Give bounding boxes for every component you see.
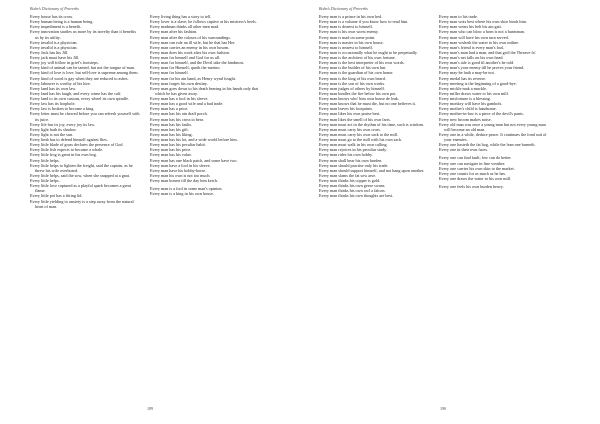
- proverb-entry: Every one in a while, deduce peace. It continues the fond suit of your enemies.: [439, 131, 547, 142]
- proverb-entry: Every man has a fool in his sleeve.: [150, 96, 209, 101]
- proverb-entry: Every man goes down to his death bearing in his hands only that which he has given away.: [150, 85, 259, 96]
- proverb-entry: Every new broom makes noise.: [439, 116, 492, 122]
- proverb-entry: Every man must carry his own sack to the mill.: [319, 131, 399, 137]
- proverb-entry: Every man for himself, and the Devil take the hindmost.: [150, 60, 245, 66]
- running-head: Bohn's Dictionary of Proverbs: [319, 6, 368, 11]
- proverb-entry: Every man wisheth the water to his own miline.: [439, 39, 520, 45]
- proverb-entry: Every miller draws water to his own mill.: [439, 90, 509, 96]
- proverb-entry: Every man have his hobby-horse.: [150, 167, 207, 173]
- proverb-entry: Every man his own is not too much.: [150, 172, 211, 178]
- proverb-entry: Every land has his laugh, and every crime has the calf.: [30, 90, 122, 96]
- proverb-entry: Every impediment is a benefit.: [30, 24, 82, 30]
- proverb-entry: Every one carries his own skin to the market.: [439, 165, 515, 171]
- proverb-entry: Every jack must have his Jill.: [30, 55, 80, 60]
- proverb-entry: Every land to its own custom, every wheel its own spindle.: [30, 96, 129, 101]
- proverb-column: [439, 14, 549, 189]
- proverb-entry: Every little helps.: [30, 178, 60, 183]
- proverb-entry: Every man kindles the fire below his own pot.: [319, 90, 397, 96]
- proverb-entry: Every little pot has a fitting lid.: [30, 193, 83, 199]
- proverb-entry: Every man is the king of his own beard.: [319, 75, 386, 81]
- proverb-entry: Every man wots best where his own shoe binds him.: [439, 19, 527, 25]
- proverb-entry: Every man is dearest to himself.: [319, 24, 373, 30]
- proverb-entry: Every man is the guardian of his own honor.: [319, 70, 394, 76]
- proverb-entry: Every land has its own law.: [30, 85, 77, 91]
- proverb-entry: Every man is the best interpreter of his own words.: [319, 60, 405, 66]
- proverb-entry: Every man thinks his own owl a falcon.: [319, 188, 386, 194]
- proverb-entry: Every mickle mak a muckle.: [439, 85, 488, 91]
- proverb-entry: Every man thinks his copper is gold.: [319, 178, 381, 183]
- proverb-entry: Every man thinks his own geese swans.: [319, 183, 386, 189]
- running-head: Bohn's Dictionary of Proverbs: [30, 6, 79, 11]
- proverb-entry: Every little helps.: [30, 157, 60, 163]
- proverb-entry: Every man carries an enemy in his own bosom.: [150, 44, 230, 50]
- proverb-entry: Every life has its joy, every joy its law.: [30, 121, 96, 127]
- proverb-entry: Every man shall bear his own burden.: [319, 157, 383, 163]
- proverb-entry: Every medal has its reverse.: [439, 75, 487, 81]
- proverb-entry: Every man does his work after his own fashion.: [150, 49, 230, 55]
- proverb-entry: Every man wears his belt his ain gait.: [439, 24, 502, 30]
- proverb-entry: Every man has his lot, and a wide world before him.: [150, 137, 238, 142]
- proverb-entry: Every monkey will have his gambols.: [439, 101, 503, 107]
- proverb-entry: Every light is not the sun.: [30, 131, 74, 137]
- proverb-entry: Every little helps, said the sow, when she snapped at a gnat.: [30, 172, 130, 178]
- proverb-entry: Every man rejoices in his peculiar study.: [319, 147, 387, 153]
- proverb-entry: Every kind of animal can be tamed, but not the tongue of man.: [30, 65, 135, 71]
- proverb-entry: Every man likes his own praise best.: [319, 111, 381, 117]
- proverb-entry: Every lover is a slave; he follows captive at his mistress's heels.: [150, 19, 257, 25]
- proverb-entry: Every man has his cross to bear.: [150, 116, 204, 122]
- proverb-entry: Every madman thinks all other men mad.: [150, 24, 220, 30]
- proverb-entry: Every man has his faults.: [150, 121, 193, 127]
- proverb-entry: Every man's friend is every man's fool.: [439, 44, 505, 50]
- proverb-entry: Every letter must be chewed before you can refresh yourself with its juice.: [30, 111, 140, 122]
- proverb-entry: Every labourer is worthy of his hire.: [30, 80, 91, 86]
- right-page: [300, 0, 600, 424]
- proverb-entry: Every man to his trade.: [439, 14, 478, 19]
- proverb-entry: Every light hath its shadow.: [30, 126, 77, 132]
- proverb-entry: Every invalid is a physician.: [30, 39, 78, 45]
- proverb-entry: Every man for Himself, quoth the merino.: [150, 65, 221, 71]
- proverb-entry: Every human being is a human being.: [30, 19, 94, 25]
- proverb-entry: Every man's your enemy till he proves your friend.: [439, 65, 525, 71]
- proverb-entry: Every little helps to lighten the freight, said the captain, as he threw his wife overboard.: [30, 162, 133, 173]
- proverb-entry: Every man's net falls on his own head.: [439, 55, 504, 60]
- proverb-column: [150, 14, 260, 196]
- proverb-entry: Every man is a king in his own house.: [150, 191, 214, 197]
- proverb-entry: Every man thinks his own thoughts are best.: [319, 193, 394, 199]
- proverb-entry: Every man is the architect of his own fortune.: [319, 55, 396, 60]
- proverb-entry: Every man is a volume if you know how to read him.: [319, 19, 409, 25]
- proverb-entry: Every man is the son of his own works.: [319, 80, 386, 86]
- proverb-entry: Every man must carry his own cross.: [319, 126, 381, 132]
- proverb-entry: Every living thing has a story to tell.: [150, 14, 212, 19]
- proverb-entry: Every may-be hath a may-be not.: [439, 70, 495, 76]
- proverb-entry: Every law has its loophole.: [30, 101, 76, 107]
- proverb-entry: Every man leaves his footprints.: [319, 106, 374, 112]
- proverb-entry: Every mother-in-law is a piece of the devil's pants.: [439, 111, 524, 117]
- proverb-entry: Every one draws the water to his own mill.: [439, 175, 511, 181]
- proverb-entry: Every limb has to defend himself against flies.: [30, 137, 108, 142]
- proverb-entry: Every one in their own faces.: [439, 147, 489, 153]
- proverb-entry: Every man slams the fat sow arse.: [319, 172, 377, 178]
- proverb-entry: Every man knows who' him own house de leak.: [319, 96, 399, 101]
- proverb-entry: Every little frog is great in his own bog.: [30, 152, 97, 158]
- proverb-column: [319, 14, 429, 199]
- proverb-entry: Every man honest till the day him ketch.: [150, 178, 218, 183]
- proverb-entry: Every man after the colours of his surroundings.: [150, 34, 231, 40]
- proverb-entry: Every man judges of others by himself.: [319, 85, 385, 91]
- proverb-entry: Every man knows that he must die, but no one believes it.: [319, 101, 416, 107]
- proverb-entry: Every little blade of grass declares the presence of God.: [30, 142, 124, 148]
- proverb-entry: Every little yielding to anxiety is a step away from the natural heart of man.: [30, 198, 134, 209]
- proverb-entry: Every joy will follow in grief's footsteps.: [30, 60, 99, 66]
- proverb-entry: Every law is broken to become a king.: [30, 106, 95, 112]
- proverb-entry: Every man has a price.: [150, 106, 189, 112]
- proverb-entry: Every man has his liking.: [150, 131, 193, 137]
- proverb-entry: Every misfortune is a blessing.: [439, 96, 491, 101]
- proverb-entry: Every man has one black patch, and some have two.: [150, 157, 238, 163]
- page-number: 189: [147, 406, 153, 411]
- proverb-entry: Every man for himself and God for us all.: [150, 55, 221, 60]
- proverb-entry: Every man is the builder of his own hut.: [319, 65, 387, 71]
- proverb-entry: Every meeting is the beginning of a good-bye.: [439, 80, 517, 86]
- proverb-entry: Every kind of love is love, but self-love is supreme among them.: [30, 70, 139, 76]
- proverb-entry: Every man after his fashion.: [150, 29, 198, 35]
- proverb-entry: Every man will have his own turn served.: [439, 34, 509, 40]
- proverb-entry: Every man who can blow a horn is not a huntsman.: [439, 29, 525, 35]
- proverb-entry: Every man is nearest to himself.: [319, 44, 373, 50]
- proverb-entry: Every man has his value.: [150, 152, 192, 158]
- proverb-entry: Every man is a fool in some man's opinion.: [150, 186, 223, 192]
- proverb-entry: Every invalid is a physician.: [30, 44, 78, 50]
- proverb-entry: Every man should practise only his trade.: [319, 162, 389, 168]
- proverb-entry: Every man is his own worst enemy.: [319, 29, 379, 35]
- proverb-entry: Every man is master in his own house.: [319, 39, 384, 45]
- proverb-entry: Every man for himself.: [150, 70, 189, 76]
- proverb-entry: Every old man was once a young man but not every young man will become an old man.: [439, 121, 546, 132]
- proverb-entry: Every mother's child is handsome.: [439, 106, 497, 112]
- proverb-entry: Every man rides his own hobby.: [319, 152, 373, 158]
- proverb-entry: Every man have a fool in his sleeve.: [150, 162, 211, 168]
- proverb-entry: Every man is a prince in his own bed.: [319, 14, 383, 19]
- proverb-entry: Every little fish expects to become a whale.: [30, 147, 104, 153]
- proverb-entry: Every man has his gift.: [150, 126, 189, 132]
- proverb-entry: Every man for his ain hand, as Henry wynd fought.: [150, 75, 236, 81]
- proverb-entry: Every man is mad on some point.: [319, 34, 376, 40]
- proverb-entry: Every man must go to the mill with his own sack.: [319, 137, 403, 142]
- proverb-entry: Every kind of wood is gay when they are reduced to ashes.: [30, 75, 129, 81]
- proverb-entry: Every man can rule an ill wife, but he that has Her.: [150, 39, 236, 45]
- proverb-entry: Every man likes the smell of his own farts.: [319, 116, 391, 122]
- proverb-entry: Every man has a good wife and a bad trade.: [150, 101, 224, 107]
- proverb-entry: Every one can find fault; few can do better.: [439, 155, 512, 161]
- proverb-entry: Every innovation startles us more by its novelty than it benefits us by its utility.: [30, 29, 137, 40]
- proverb-entry: Every one hasteth the fat hog, while the lean one burneth.: [439, 142, 536, 148]
- proverb-entry: Every man's tale is good til another's be told.: [439, 60, 515, 66]
- proverb-entry: Every man must walk in his own calling.: [319, 142, 388, 148]
- proverb-entry: Every little love captured as a playful spark becomes a great flame.: [30, 183, 131, 194]
- proverb-entry: Every man has his peculiar habit.: [150, 142, 206, 148]
- proverb-entry: Every man has his ain draff porch.: [150, 111, 208, 117]
- proverb-entry: Every man must act in the rhythm of his time, such is wisdom.: [319, 121, 424, 127]
- proverb-entry: Every man's man had a man, and that ga'd the Threave fa'.: [439, 49, 537, 55]
- page-number: 190: [440, 406, 446, 411]
- proverb-entry: Every man has his price.: [150, 147, 192, 153]
- proverb-entry: Every one counts for as much as he has.: [439, 170, 507, 176]
- proverb-column: [30, 14, 140, 209]
- proverb-entry: Every Jack has his Jill.: [30, 49, 69, 55]
- proverb-entry: Every house has its cross.: [30, 14, 74, 19]
- proverb-entry: Every one can navigate in fine weather.: [439, 160, 506, 166]
- proverb-entry: Every man forges his own destiny.: [150, 80, 208, 86]
- proverb-entry: Every man is occasionally what he ought to be perpetually.: [319, 49, 418, 55]
- proverb-entry: Every one feels his own burden heavy.: [439, 184, 504, 189]
- proverb-entry: Every man should support himself, and not hang upon another.: [319, 167, 425, 173]
